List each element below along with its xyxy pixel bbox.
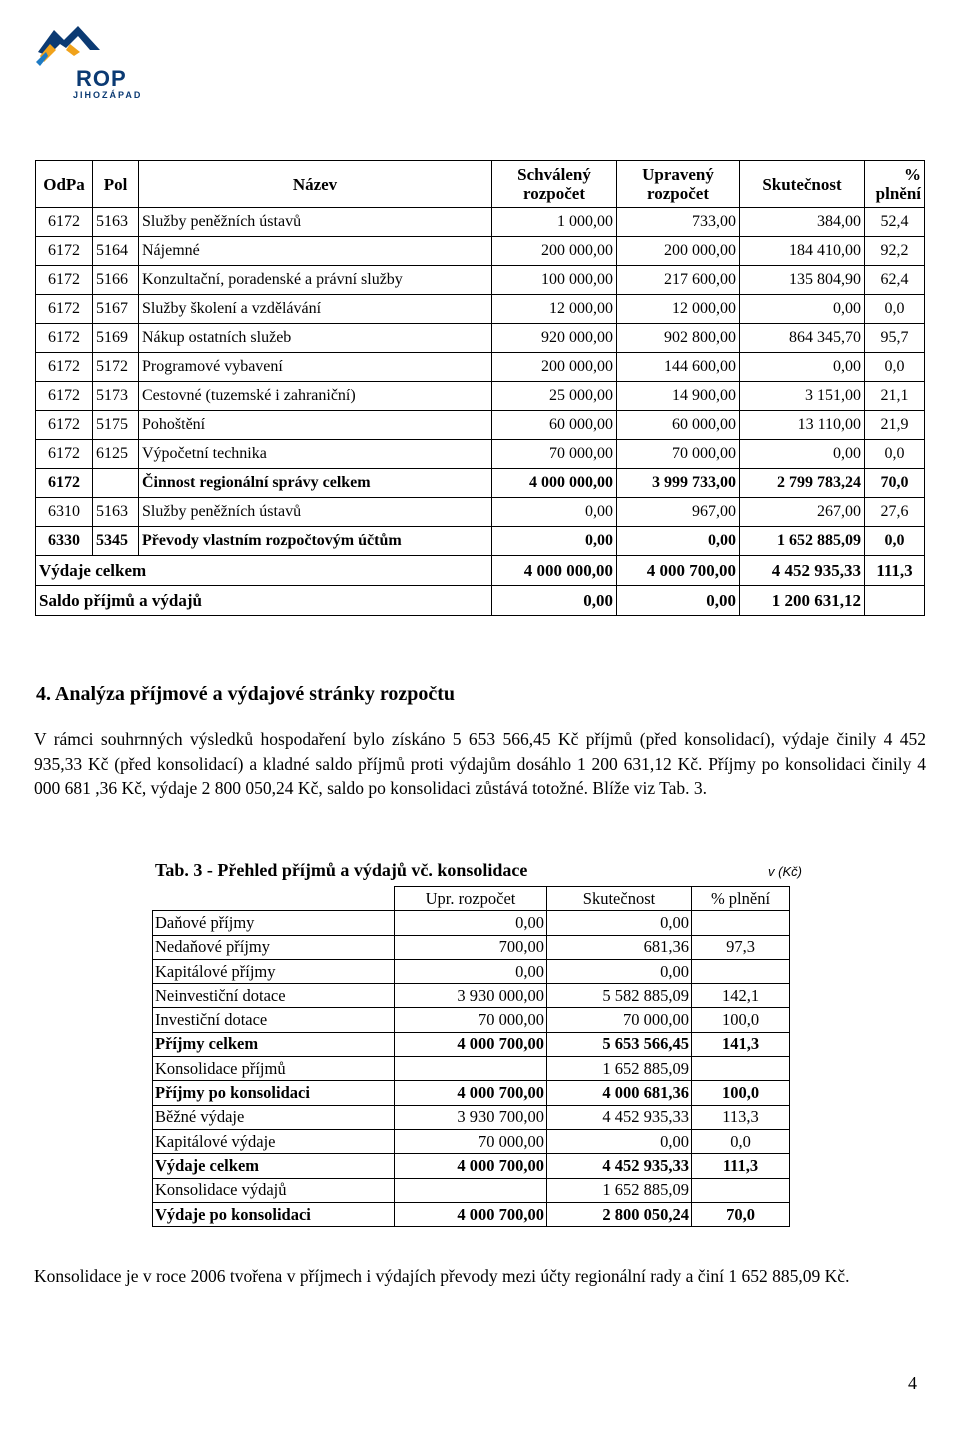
table3-unit: v (Kč) <box>768 864 802 879</box>
cell-plneni: 95,7 <box>865 324 925 353</box>
cell-upraveny: 14 900,00 <box>617 382 740 411</box>
cell-total-label: Výdaje celkem <box>36 556 492 586</box>
cell-pol: 5164 <box>93 237 139 266</box>
col-header-odpa: OdPa <box>36 161 93 208</box>
table-row <box>153 1032 790 1056</box>
cell-skut: 4 452 935,33 <box>547 1105 692 1129</box>
cell-label: Běžné výdaje <box>153 1105 395 1129</box>
cell-name: Služby peněžních ústavů <box>139 498 492 527</box>
table-row <box>36 382 925 411</box>
cell-label: Výdaje po konsolidaci <box>153 1202 395 1226</box>
cell-odpa: 6172 <box>36 324 93 353</box>
cell-skutecnost: 1 200 631,12 <box>740 586 865 616</box>
col-header-skut: Skutečnost <box>547 887 692 911</box>
cell-skut: 1 652 885,09 <box>547 1178 692 1202</box>
table-row <box>36 208 925 237</box>
cell-skut: 1 652 885,09 <box>547 1057 692 1081</box>
cell-name: Cestovné (tuzemské i zahraniční) <box>139 382 492 411</box>
cell-name: Programové vybavení <box>139 353 492 382</box>
cell-upraveny: 0,00 <box>617 586 740 616</box>
cell-odpa: 6172 <box>36 469 93 498</box>
cell-label: Investiční dotace <box>153 1008 395 1032</box>
cell-upraveny: 0,00 <box>617 527 740 556</box>
cell-upr: 0,00 <box>395 911 547 935</box>
cell-plneni: 0,0 <box>865 295 925 324</box>
cell-plneni: 21,9 <box>865 411 925 440</box>
table-total-row <box>36 586 925 616</box>
table-row <box>153 1057 790 1081</box>
cell-skutecnost: 2 799 783,24 <box>740 469 865 498</box>
cell-name: Služby školení a vzdělávání <box>139 295 492 324</box>
table-row <box>153 1178 790 1202</box>
logo-subtitle: JIHOZÁPAD <box>73 90 143 100</box>
cell-upraveny: 967,00 <box>617 498 740 527</box>
cell-pol: 5175 <box>93 411 139 440</box>
cell-skutecnost: 0,00 <box>740 295 865 324</box>
cell-label: Příjmy po konsolidaci <box>153 1081 395 1105</box>
cell-schvaleny: 0,00 <box>492 527 617 556</box>
cell-upraveny: 144 600,00 <box>617 353 740 382</box>
cell-pol: 5163 <box>93 498 139 527</box>
cell-plneni: 27,6 <box>865 498 925 527</box>
cell-plneni: 111,3 <box>865 556 925 586</box>
cell-skut: 5 582 885,09 <box>547 984 692 1008</box>
cell-label: Výdaje celkem <box>153 1154 395 1178</box>
cell-upr: 4 000 700,00 <box>395 1154 547 1178</box>
mountain-logo-icon <box>30 22 140 72</box>
cell-odpa: 6172 <box>36 266 93 295</box>
cell-plneni: 142,1 <box>692 984 790 1008</box>
table-row <box>153 984 790 1008</box>
cell-schvaleny: 920 000,00 <box>492 324 617 353</box>
table-row <box>153 959 790 983</box>
cell-name: Výpočetní technika <box>139 440 492 469</box>
table-row <box>153 1202 790 1226</box>
table-row <box>36 353 925 382</box>
cell-name: Nájemné <box>139 237 492 266</box>
cell-plneni: 52,4 <box>865 208 925 237</box>
col-header-skutecnost: Skutečnost <box>740 161 865 208</box>
cell-skutecnost: 267,00 <box>740 498 865 527</box>
cell-pol: 5163 <box>93 208 139 237</box>
table-row <box>153 1081 790 1105</box>
expenditure-table <box>35 160 925 616</box>
cell-skut: 0,00 <box>547 959 692 983</box>
cell-schvaleny: 12 000,00 <box>492 295 617 324</box>
cell-upr: 4 000 700,00 <box>395 1202 547 1226</box>
cell-pol: 5345 <box>93 527 139 556</box>
cell-pol: 5169 <box>93 324 139 353</box>
cell-total-label: Saldo příjmů a výdajů <box>36 586 492 616</box>
cell-plneni: 92,2 <box>865 237 925 266</box>
cell-plneni: 97,3 <box>692 935 790 959</box>
table-row <box>36 266 925 295</box>
table-row <box>36 324 925 353</box>
cell-skutecnost: 1 652 885,09 <box>740 527 865 556</box>
consolidation-table <box>152 886 790 1227</box>
cell-schvaleny: 60 000,00 <box>492 411 617 440</box>
cell-upraveny: 217 600,00 <box>617 266 740 295</box>
cell-plneni: 100,0 <box>692 1008 790 1032</box>
table-row <box>153 1008 790 1032</box>
cell-plneni <box>692 911 790 935</box>
cell-skutecnost: 184 410,00 <box>740 237 865 266</box>
cell-plneni <box>692 959 790 983</box>
cell-plneni: 113,3 <box>692 1105 790 1129</box>
cell-plneni <box>692 1178 790 1202</box>
cell-plneni: 70,0 <box>865 469 925 498</box>
cell-pol <box>93 469 139 498</box>
table-row <box>36 411 925 440</box>
cell-odpa: 6172 <box>36 295 93 324</box>
cell-pol: 5173 <box>93 382 139 411</box>
logo-brand: ROP <box>76 66 127 91</box>
cell-label: Kapitálové výdaje <box>153 1129 395 1153</box>
table-row <box>153 935 790 959</box>
cell-upr <box>395 1178 547 1202</box>
cell-upraveny: 3 999 733,00 <box>617 469 740 498</box>
cell-upraveny: 200 000,00 <box>617 237 740 266</box>
cell-odpa: 6172 <box>36 208 93 237</box>
cell-plneni: 70,0 <box>692 1202 790 1226</box>
cell-plneni: 0,0 <box>865 527 925 556</box>
cell-skutecnost: 4 452 935,33 <box>740 556 865 586</box>
cell-label: Nedaňové příjmy <box>153 935 395 959</box>
cell-skutecnost: 384,00 <box>740 208 865 237</box>
cell-label: Příjmy celkem <box>153 1032 395 1056</box>
cell-upr: 70 000,00 <box>395 1008 547 1032</box>
table-row <box>153 1154 790 1178</box>
cell-skut: 4 452 935,33 <box>547 1154 692 1178</box>
cell-upraveny: 4 000 700,00 <box>617 556 740 586</box>
table-row <box>153 1105 790 1129</box>
cell-name: Činnost regionální správy celkem <box>139 469 492 498</box>
cell-pol: 5172 <box>93 353 139 382</box>
table-header-row <box>36 161 925 208</box>
cell-skutecnost: 0,00 <box>740 353 865 382</box>
cell-skut: 0,00 <box>547 911 692 935</box>
section-heading: 4. Analýza příjmové a výdajové stránky rozpočtu <box>36 683 456 705</box>
cell-upr: 700,00 <box>395 935 547 959</box>
cell-upr: 70 000,00 <box>395 1129 547 1153</box>
table-row <box>153 911 790 935</box>
table-row <box>36 469 925 498</box>
cell-plneni: 62,4 <box>865 266 925 295</box>
col-header-plneni: % plnění <box>865 161 925 208</box>
cell-schvaleny: 4 000 000,00 <box>492 556 617 586</box>
cell-schvaleny: 200 000,00 <box>492 353 617 382</box>
cell-plneni: 100,0 <box>692 1081 790 1105</box>
cell-plneni: 111,3 <box>692 1154 790 1178</box>
cell-schvaleny: 100 000,00 <box>492 266 617 295</box>
cell-pol: 6125 <box>93 440 139 469</box>
table-row <box>36 440 925 469</box>
cell-schvaleny: 25 000,00 <box>492 382 617 411</box>
col-header-pol: Pol <box>93 161 139 208</box>
cell-label: Konsolidace příjmů <box>153 1057 395 1081</box>
col-header-schvaleny: Schválený rozpočet <box>492 161 617 208</box>
cell-skut: 681,36 <box>547 935 692 959</box>
table-row <box>36 498 925 527</box>
col-header-plneni: % plnění <box>692 887 790 911</box>
cell-skutecnost: 3 151,00 <box>740 382 865 411</box>
cell-name: Pohoštění <box>139 411 492 440</box>
cell-odpa: 6172 <box>36 411 93 440</box>
cell-upr: 3 930 700,00 <box>395 1105 547 1129</box>
cell-skut: 70 000,00 <box>547 1008 692 1032</box>
cell-upraveny: 12 000,00 <box>617 295 740 324</box>
cell-label: Konsolidace výdajů <box>153 1178 395 1202</box>
cell-upraveny: 902 800,00 <box>617 324 740 353</box>
cell-upraveny: 60 000,00 <box>617 411 740 440</box>
cell-label: Daňové příjmy <box>153 911 395 935</box>
rop-logo <box>30 22 143 100</box>
cell-plneni: 0,0 <box>692 1129 790 1153</box>
table3-title: Tab. 3 - Přehled příjmů a výdajů vč. konsolidace <box>155 860 528 880</box>
col-header-blank <box>153 887 395 911</box>
col-header-upraveny: Upravený rozpočet <box>617 161 740 208</box>
consolidation-paragraph: Konsolidace je v roce 2006 tvořena v příjmech i výdajích převody mezi účty regionální rady a činí 1 652 885,09 Kč. <box>34 1266 850 1286</box>
cell-odpa: 6310 <box>36 498 93 527</box>
cell-skut: 4 000 681,36 <box>547 1081 692 1105</box>
cell-pol: 5166 <box>93 266 139 295</box>
table-total-row <box>36 556 925 586</box>
cell-name: Služby peněžních ústavů <box>139 208 492 237</box>
cell-plneni <box>692 1057 790 1081</box>
table-row <box>36 237 925 266</box>
cell-skut: 0,00 <box>547 1129 692 1153</box>
cell-plneni: 21,1 <box>865 382 925 411</box>
cell-skut: 5 653 566,45 <box>547 1032 692 1056</box>
cell-skut: 2 800 050,24 <box>547 1202 692 1226</box>
cell-upr <box>395 1057 547 1081</box>
cell-schvaleny: 4 000 000,00 <box>492 469 617 498</box>
cell-odpa: 6172 <box>36 382 93 411</box>
cell-upr: 3 930 000,00 <box>395 984 547 1008</box>
cell-name: Převody vlastním rozpočtovým účtům <box>139 527 492 556</box>
table-row <box>36 295 925 324</box>
table-header-row <box>153 887 790 911</box>
cell-schvaleny: 0,00 <box>492 498 617 527</box>
cell-label: Kapitálové příjmy <box>153 959 395 983</box>
cell-schvaleny: 200 000,00 <box>492 237 617 266</box>
cell-skutecnost: 864 345,70 <box>740 324 865 353</box>
cell-plneni <box>865 586 925 616</box>
cell-plneni: 141,3 <box>692 1032 790 1056</box>
cell-odpa: 6330 <box>36 527 93 556</box>
cell-plneni: 0,0 <box>865 440 925 469</box>
cell-upraveny: 70 000,00 <box>617 440 740 469</box>
cell-plneni: 0,0 <box>865 353 925 382</box>
cell-skutecnost: 135 804,90 <box>740 266 865 295</box>
table-row <box>36 527 925 556</box>
cell-skutecnost: 0,00 <box>740 440 865 469</box>
cell-odpa: 6172 <box>36 440 93 469</box>
cell-schvaleny: 1 000,00 <box>492 208 617 237</box>
cell-pol: 5167 <box>93 295 139 324</box>
col-header-nazev: Název <box>139 161 492 208</box>
cell-upraveny: 733,00 <box>617 208 740 237</box>
cell-upr: 4 000 700,00 <box>395 1032 547 1056</box>
cell-skutecnost: 13 110,00 <box>740 411 865 440</box>
col-header-upr: Upr. rozpočet <box>395 887 547 911</box>
cell-upr: 0,00 <box>395 959 547 983</box>
cell-label: Neinvestiční dotace <box>153 984 395 1008</box>
cell-schvaleny: 0,00 <box>492 586 617 616</box>
page-number: 4 <box>908 1373 917 1393</box>
cell-odpa: 6172 <box>36 353 93 382</box>
cell-name: Nákup ostatních služeb <box>139 324 492 353</box>
cell-upr: 4 000 700,00 <box>395 1081 547 1105</box>
analysis-paragraph: V rámci souhrnných výsledků hospodaření bylo získáno 5 653 566,45 Kč příjmů (před konsolidací), výdaje činily 4 452 935,33 Kč (před konsolidací) a kladné saldo příjmů proti výdajům dosáhlo 1 200 631,12 Kč. Příjmy po konsolidaci činily 4 000 681 ,36 Kč, výdaje 2 800 050,24 Kč, saldo po konsolidaci zůstává totožné. Blíže viz Tab. 3. <box>34 729 926 798</box>
table-row <box>153 1129 790 1153</box>
cell-odpa: 6172 <box>36 237 93 266</box>
cell-schvaleny: 70 000,00 <box>492 440 617 469</box>
cell-name: Konzultační, poradenské a právní služby <box>139 266 492 295</box>
